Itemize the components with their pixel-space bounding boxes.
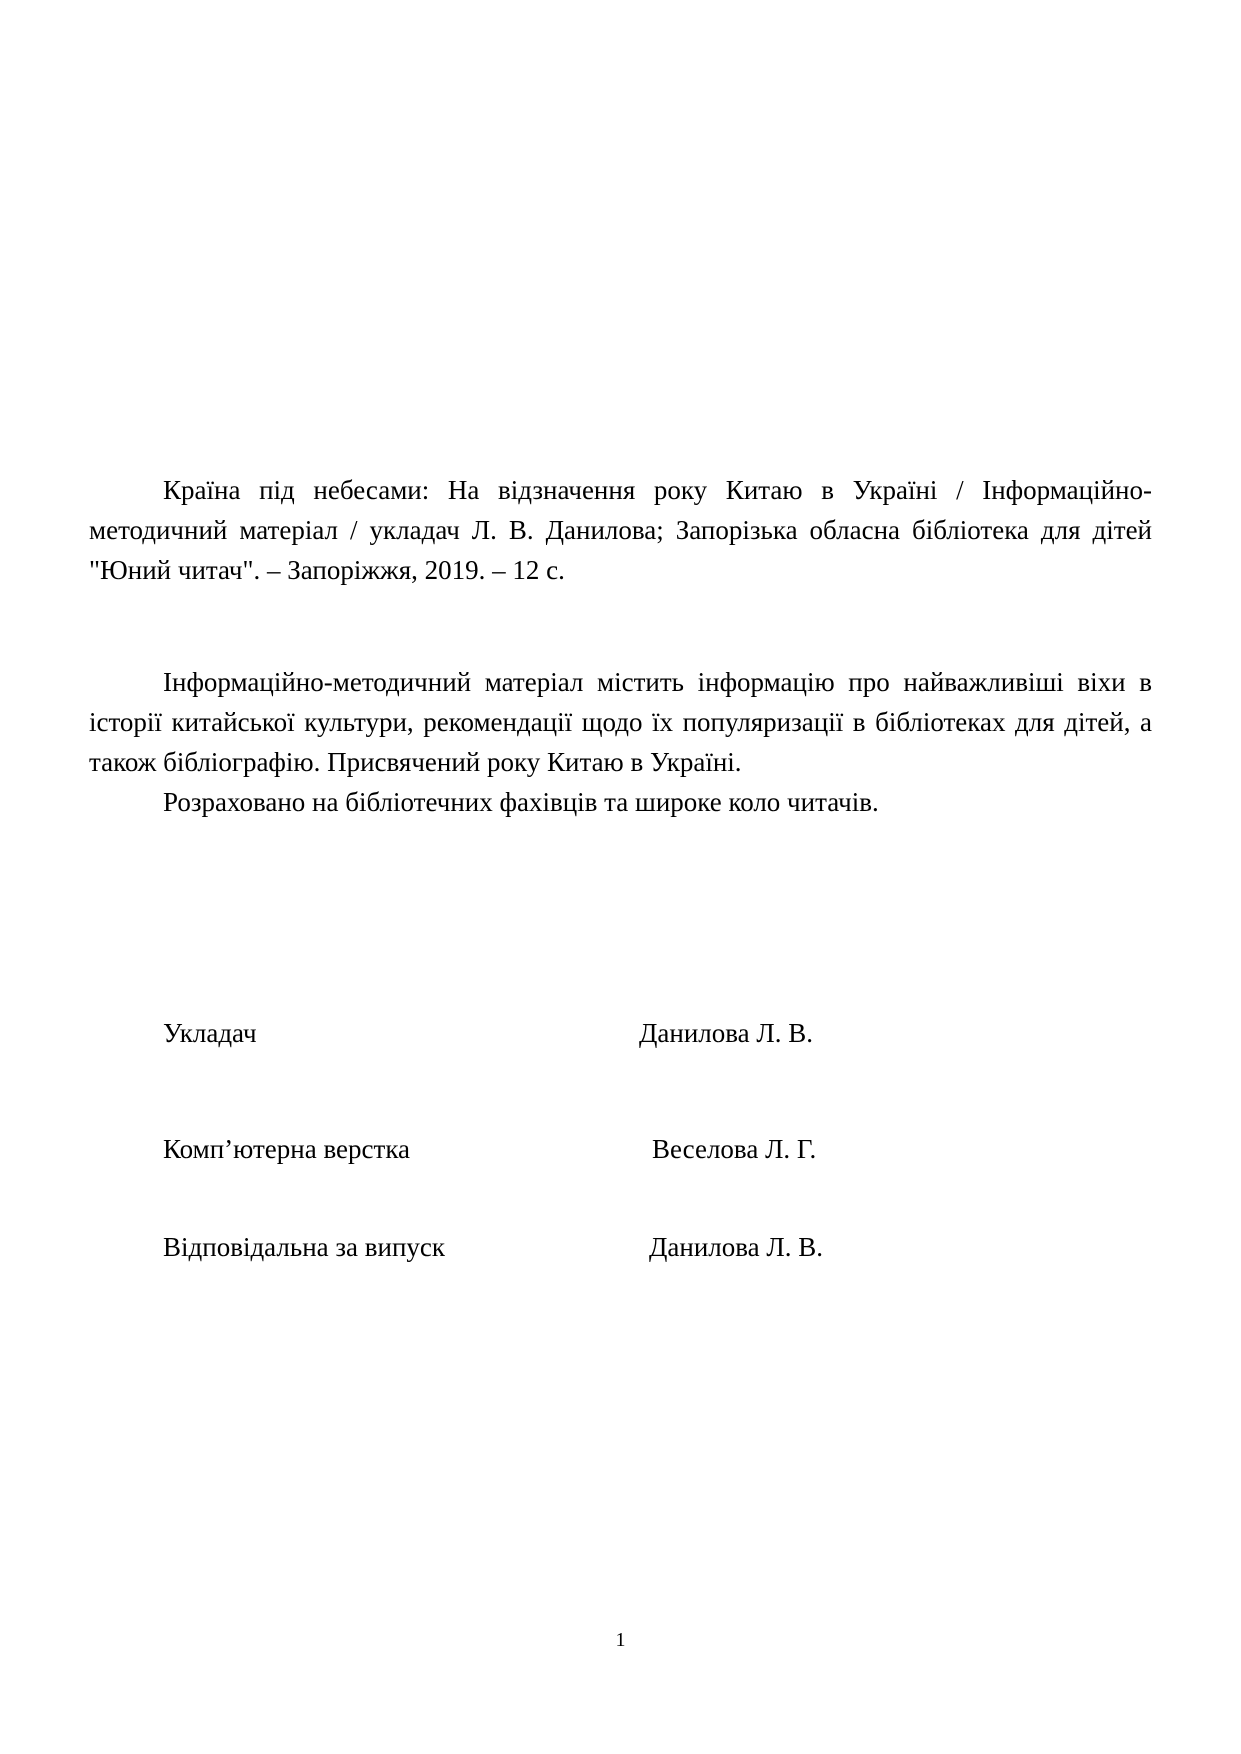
- bibliographic-description: Країна під небесами: На відзначення року Китаю в Україні / Інформаційно-методичний матеріал / укладач Л. В. Данилова; Запорізька обласна бібліотека для дітей "Юний читач". – Запоріжжя, 2019. – 12 с.: [89, 475, 1152, 585]
- credit-name: Веселова Л. Г.: [652, 1134, 817, 1164]
- credit-name: Данилова Л. В.: [639, 1018, 813, 1048]
- credit-role: Укладач: [163, 1018, 257, 1048]
- credit-role: Відповідальна за випуск: [163, 1232, 446, 1262]
- credit-name: Данилова Л. В.: [649, 1232, 823, 1262]
- credit-role: Комп’ютерна верстка: [163, 1134, 411, 1164]
- audience-paragraph: Розраховано на бібліотечних фахівців та широке коло читачів.: [163, 787, 879, 817]
- credit-row-compiler: [163, 1013, 1063, 1053]
- page-number: 1: [615, 1629, 626, 1651]
- credit-row-responsible: [163, 1227, 1063, 1267]
- annotation-paragraph: Інформаційно-методичний матеріал містить інформацію про найважливіші віхи в історії китайської культури, рекомендації щодо їх популяризації в бібліотеках для дітей, а також бібліографію. Присвячений року Китаю в Україні.: [89, 667, 1152, 777]
- credit-row-layout: [163, 1129, 1063, 1169]
